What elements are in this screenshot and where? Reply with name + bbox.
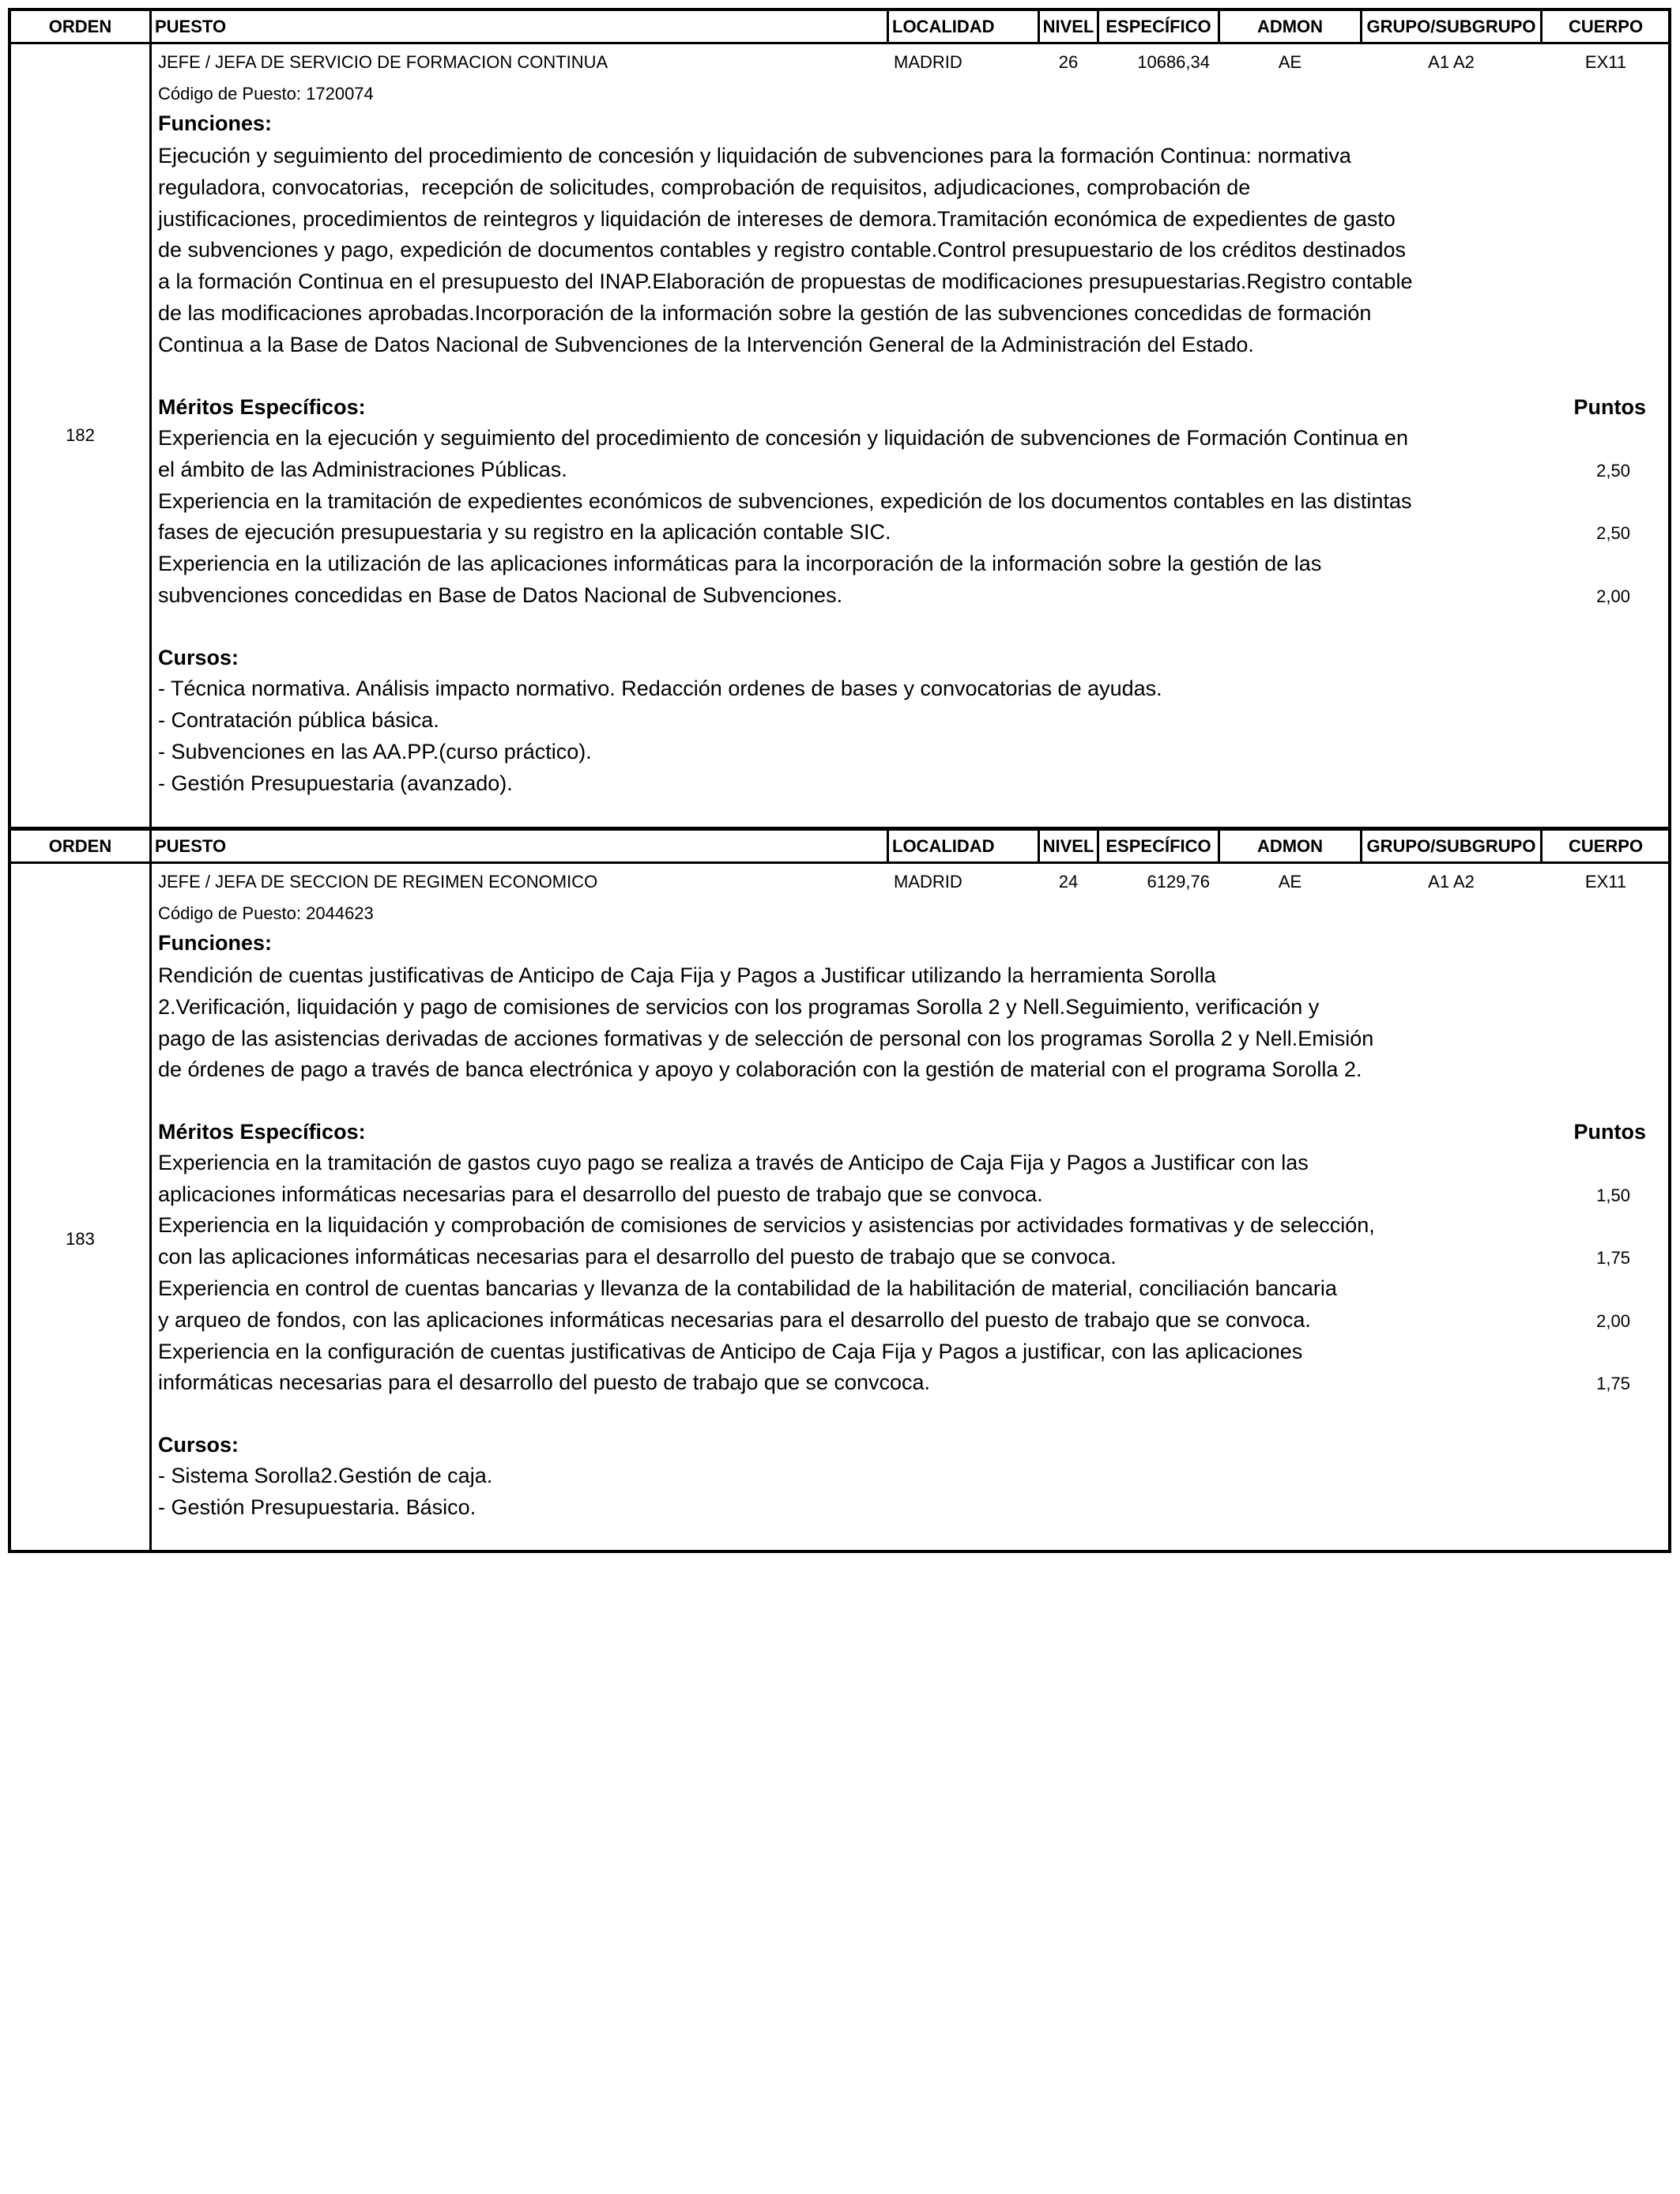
funciones-line: reguladora, convocatorias, recepción de solicitudes, comprobación de requisitos, adjudicaciones, comprobación de xyxy=(158,175,1251,199)
admon-value: AE xyxy=(1278,872,1302,892)
merito-line: fases de ejecución presupuestaria y su registro en la aplicación contable SIC. xyxy=(158,520,891,544)
funciones-line: de órdenes de pago a través de banca electrónica y apoyo y colaboración con la gestión de material con el programa Sorolla 2. xyxy=(158,1057,1362,1081)
codigo-puesto: Código de Puesto: 1720074 xyxy=(158,84,374,104)
curso-line: - Gestión Presupuestaria. Básico. xyxy=(158,1495,477,1519)
cuerpo-value: EX11 xyxy=(1584,872,1627,892)
merito-line: Experiencia en la utilización de las aplicaciones informáticas para la incorporación de la información sobre la gestión de las xyxy=(158,552,1322,575)
puesto-title: JEFE / JEFA DE SERVICIO DE FORMACION CONTINUA xyxy=(158,52,608,72)
header-especifico: ESPECÍFICO xyxy=(1106,17,1211,36)
table-header xyxy=(11,831,1668,864)
merito-points: 2,50 xyxy=(1596,461,1630,481)
merito-line: Experiencia en la liquidación y comprobación de comisiones de servicios y asistencias por actividades formativas y de selección, xyxy=(158,1213,1375,1237)
table-header xyxy=(11,11,1668,44)
header-localidad: LOCALIDAD xyxy=(892,17,995,36)
cursos-heading: Cursos: xyxy=(158,1433,239,1457)
localidad-value: MADRID xyxy=(894,52,962,72)
meritos-heading: Méritos Específicos: xyxy=(158,1120,366,1144)
admon-value: AE xyxy=(1278,52,1302,72)
funciones-heading: Funciones: xyxy=(158,931,273,955)
merito-points: 1,75 xyxy=(1596,1248,1630,1268)
curso-line: - Técnica normativa. Análisis impacto normativo. Redacción ordenes de bases y convocatorias de ayudas. xyxy=(158,677,1162,700)
curso-line: - Gestión Presupuestaria (avanzado). xyxy=(158,771,513,795)
localidad-value: MADRID xyxy=(894,872,962,892)
merito-line: subvenciones concedidas en Base de Datos Nacional de Subvenciones. xyxy=(158,583,843,607)
header-admon: ADMON xyxy=(1256,836,1324,856)
header-especifico: ESPECÍFICO xyxy=(1106,836,1211,856)
merito-points: 2,00 xyxy=(1596,586,1630,606)
funciones-line: Rendición de cuentas justificativas de Anticipo de Caja Fija y Pagos a Justificar utilizando la herramienta Sorolla xyxy=(158,963,1216,987)
curso-line: - Sistema Sorolla2.Gestión de caja. xyxy=(158,1464,493,1487)
header-cuerpo: CUERPO xyxy=(1568,836,1644,856)
grupo-value: A1 A2 xyxy=(1428,872,1475,892)
codigo-puesto: Código de Puesto: 2044623 xyxy=(158,903,374,923)
merito-line: aplicaciones informáticas necesarias para el desarrollo del puesto de trabajo que se convoca. xyxy=(158,1182,1043,1206)
merito-points: 2,00 xyxy=(1596,1311,1630,1331)
header-grupo: GRUPO/SUBGRUPO xyxy=(1366,836,1536,856)
cuerpo-value: EX11 xyxy=(1584,52,1627,72)
funciones-line: pago de las asistencias derivadas de acciones formativas y de selección de personal con los programas Sorolla 2 y Nell.Emisión xyxy=(158,1027,1374,1050)
merito-line: Experiencia en la ejecución y seguimiento del procedimiento de concesión y liquidación de subvenciones de Formación Continua en xyxy=(158,426,1408,450)
position-body xyxy=(11,864,1668,1550)
merito-line: Experiencia en la tramitación de gastos cuyo pago se realiza a través de Anticipo de Caja Fija y Pagos a Justificar con las xyxy=(158,1151,1309,1174)
merito-line: Experiencia en control de cuentas bancarias y llevanza de la contabilidad de la habilitación de material, conciliación bancaria xyxy=(158,1276,1337,1300)
orden-number: 182 xyxy=(66,425,95,445)
cursos-heading: Cursos: xyxy=(158,646,239,669)
puesto-title: JEFE / JEFA DE SECCION DE REGIMEN ECONOMICO xyxy=(158,872,598,892)
position-body xyxy=(11,44,1668,827)
merito-line: Experiencia en la configuración de cuentas justificativas de Anticipo de Caja Fija y Pagos a justificar, con las aplicaciones xyxy=(158,1340,1303,1363)
header-localidad: LOCALIDAD xyxy=(892,836,995,856)
header-orden: ORDEN xyxy=(48,836,112,856)
merito-line: informáticas necesarias para el desarrollo del puesto de trabajo que se convcoca. xyxy=(158,1370,931,1394)
funciones-line: Ejecución y seguimiento del procedimiento de concesión y liquidación de subvenciones para la formación Continua: normativa xyxy=(158,144,1351,168)
merito-line: con las aplicaciones informáticas necesarias para el desarrollo del puesto de trabajo que se convoca. xyxy=(158,1245,1117,1269)
merito-points: 2,50 xyxy=(1596,523,1630,543)
position-block-182 xyxy=(8,8,1671,830)
especifico-value: 6129,76 xyxy=(1147,872,1210,892)
header-puesto: PUESTO xyxy=(155,17,227,36)
nivel-value: 26 xyxy=(1058,52,1079,72)
funciones-line: de las modificaciones aprobadas.Incorporación de la información sobre la gestión de las subvenciones concedidas de formación xyxy=(158,301,1372,325)
merito-points: 1,50 xyxy=(1596,1186,1630,1205)
funciones-line: a la formación Continua en el presupuesto del INAP.Elaboración de propuestas de modificaciones presupuestarias.Registro contable xyxy=(158,270,1413,293)
grupo-value: A1 A2 xyxy=(1428,52,1475,72)
position-block-183 xyxy=(8,827,1671,1553)
header-nivel: NIVEL xyxy=(1042,836,1094,856)
puntos-heading: Puntos xyxy=(1573,395,1646,419)
header-grupo: GRUPO/SUBGRUPO xyxy=(1366,17,1536,36)
header-admon: ADMON xyxy=(1256,17,1324,36)
meritos-heading: Méritos Específicos: xyxy=(158,395,366,419)
funciones-line: de subvenciones y pago, expedición de documentos contables y registro contable.Control presupuestario de los créditos destinados xyxy=(158,238,1406,262)
especifico-value: 10686,34 xyxy=(1137,52,1210,72)
header-puesto: PUESTO xyxy=(155,836,227,856)
funciones-line: Continua a la Base de Datos Nacional de Subvenciones de la Intervención General de la Administración del Estado. xyxy=(158,333,1254,356)
header-cuerpo: CUERPO xyxy=(1568,17,1644,36)
header-nivel: NIVEL xyxy=(1042,17,1094,36)
curso-line: - Subvenciones en las AA.PP.(curso práctico). xyxy=(158,740,592,763)
funciones-heading: Funciones: xyxy=(158,111,273,135)
merito-points: 1,75 xyxy=(1596,1374,1630,1393)
funciones-line: 2.Verificación, liquidación y pago de comisiones de servicios con los programas Sorolla 2 y Nell.Seguimiento, verificación y xyxy=(158,995,1320,1019)
funciones-line: justificaciones, procedimientos de reintegros y liquidación de intereses de demora.Tramitación económica de expedientes de gasto xyxy=(158,207,1396,231)
merito-line: Experiencia en la tramitación de expedientes económicos de subvenciones, expedición de los documentos contables en las distintas xyxy=(158,489,1412,513)
curso-line: - Contratación pública básica. xyxy=(158,708,439,732)
merito-line: el ámbito de las Administraciones Públicas. xyxy=(158,458,567,481)
orden-number: 183 xyxy=(66,1229,95,1249)
header-orden: ORDEN xyxy=(48,17,112,36)
nivel-value: 24 xyxy=(1058,872,1079,892)
merito-line: y arqueo de fondos, con las aplicaciones informáticas necesarias para el desarrollo del puesto de trabajo que se convoca. xyxy=(158,1308,1311,1332)
puntos-heading: Puntos xyxy=(1573,1120,1646,1144)
